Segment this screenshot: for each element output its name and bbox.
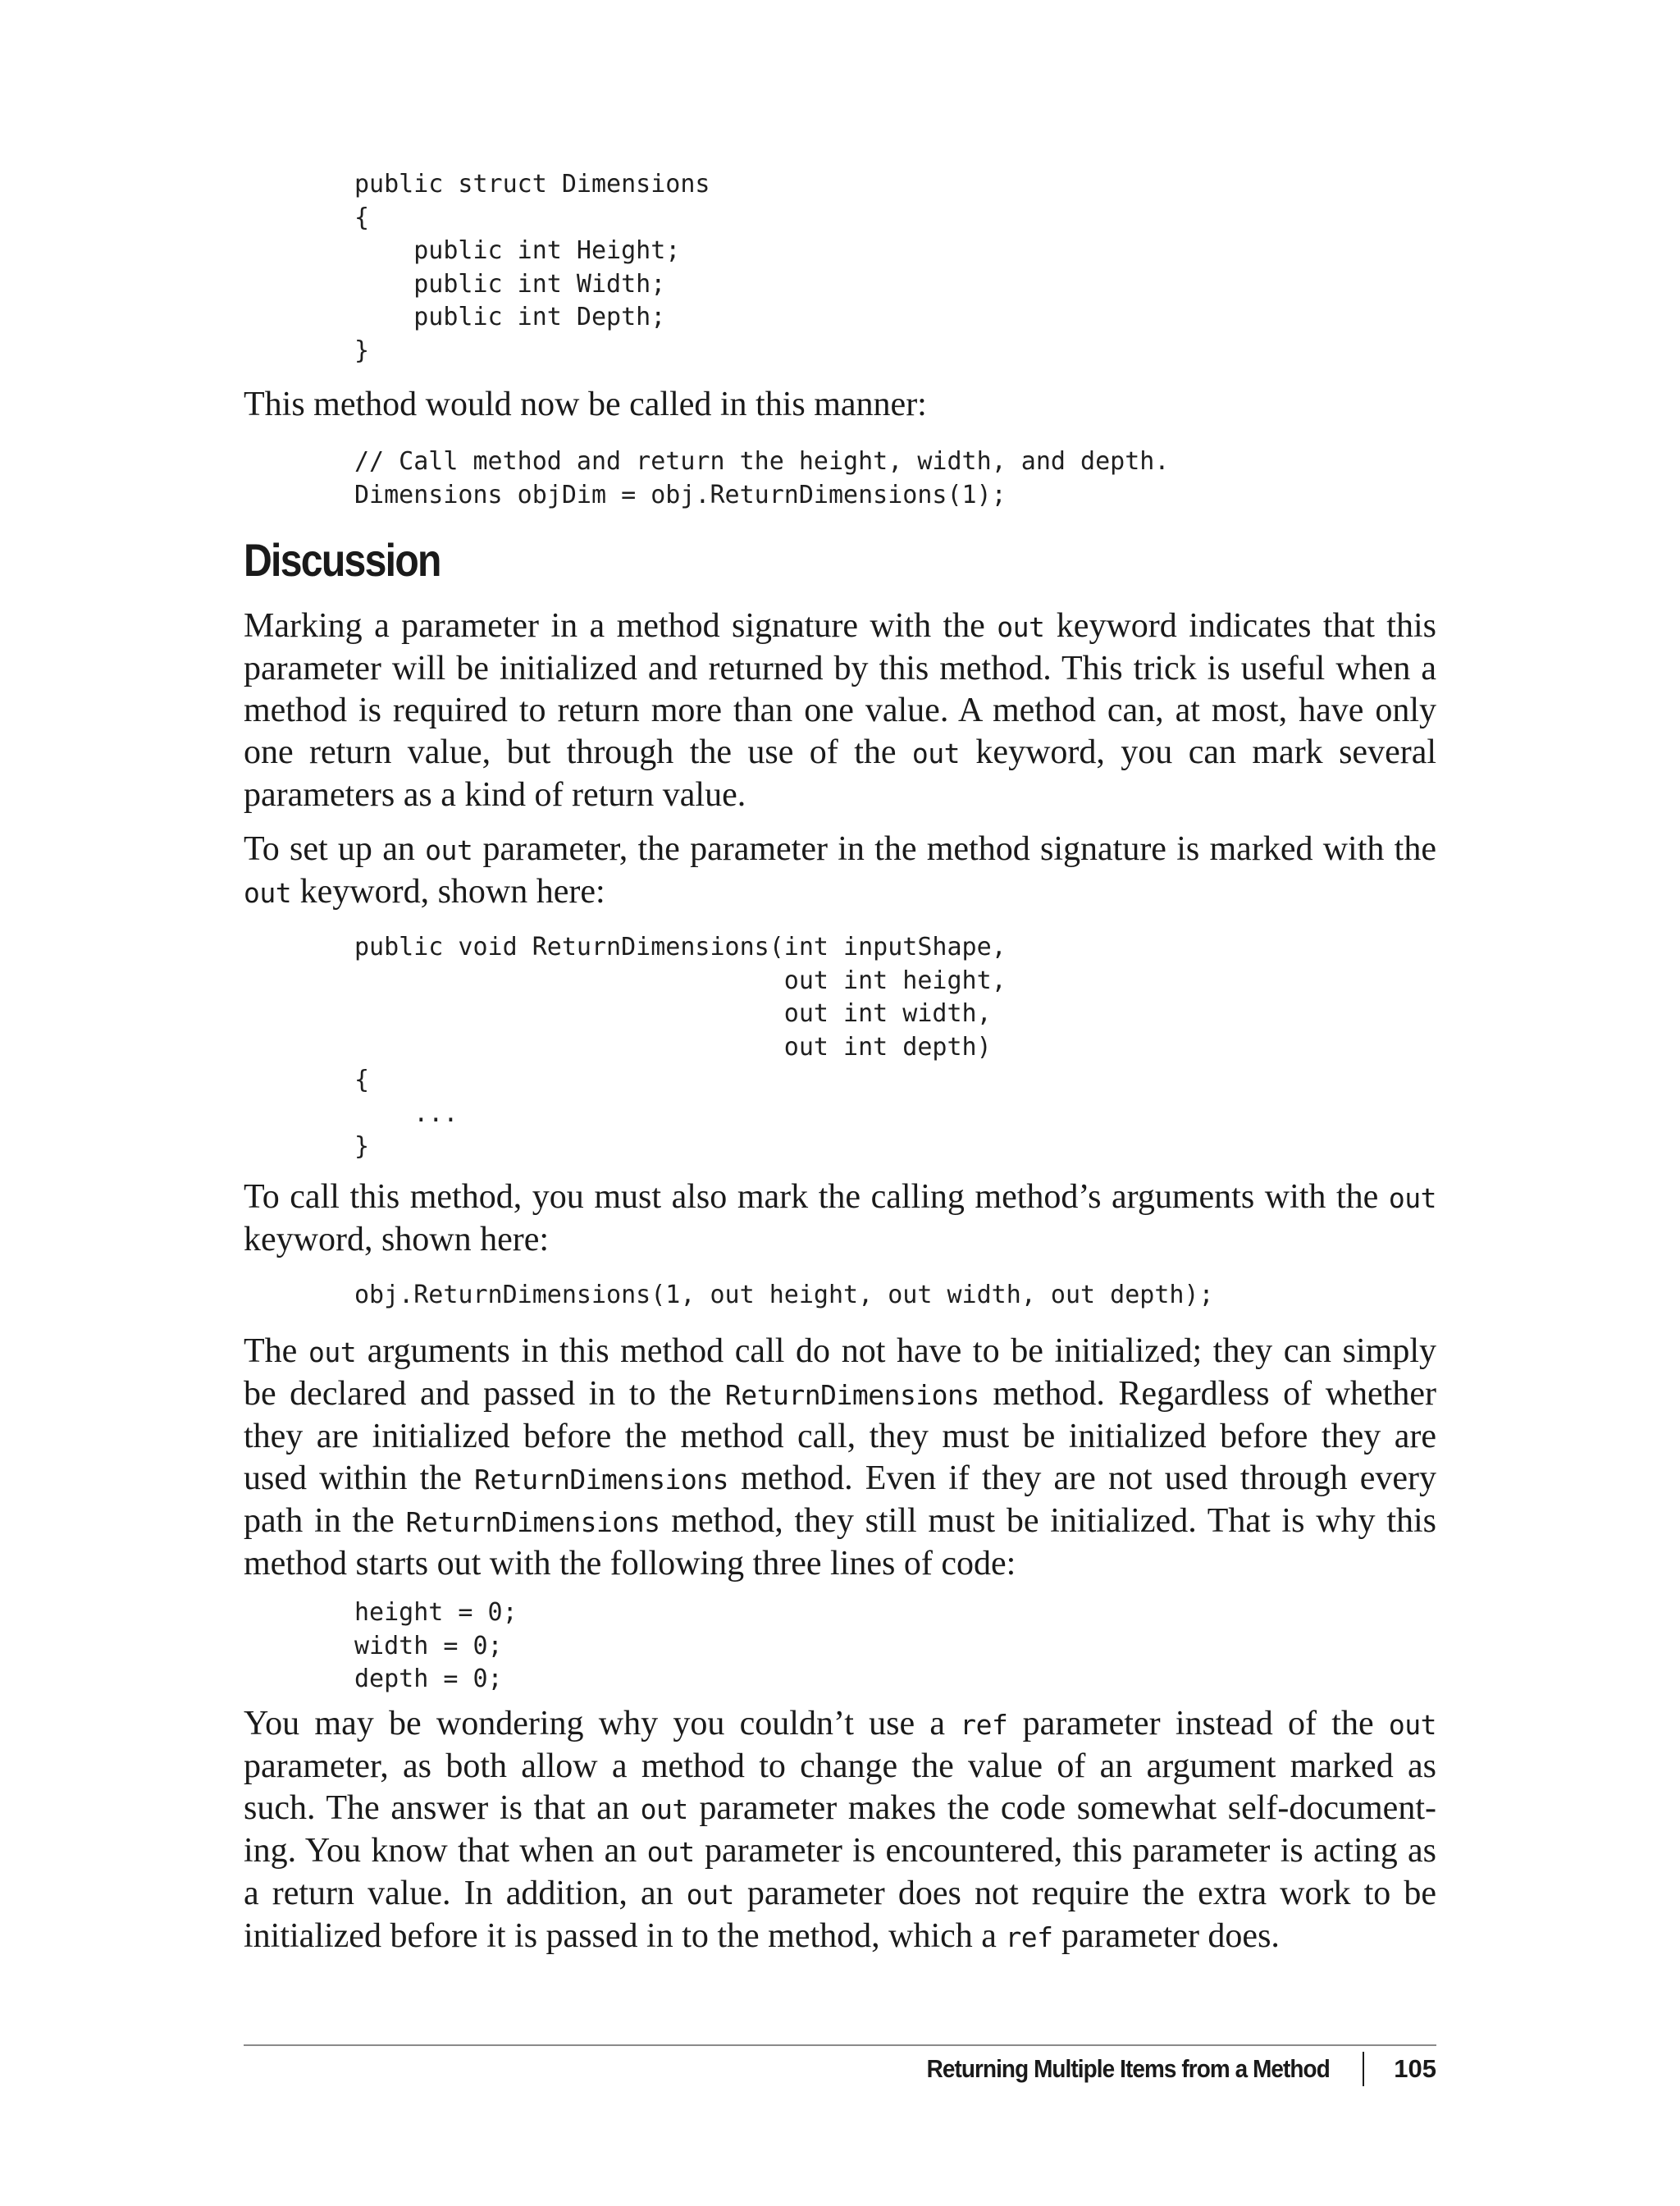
code-block-struct: public struct Dimensions { public int Height; public int Width; public int Depth; } [354, 170, 710, 365]
page-number: 105 [1394, 2054, 1436, 2083]
footer-separator [1363, 2052, 1364, 2086]
paragraph-ref-vs-out: You may be wondering why you couldn’t use a ref parameter instead of the out parameter, as both allow a method to change the value of an argument marked as such. The answer is that an out parameter makes the code somewhat self-documenting. You know that when an out parameter is encountered, this parameter is acting as a return value. In addition, an out parameter does not require the extra work to be initialized before it is passed in to the method, which a ref parameter does. [244, 1705, 1437, 1955]
paragraph-out-keyword: Marking a parameter in a method signature with the out keyword indicates that this parameter will be initialized and returned by this method. This trick is useful when a method is required to return more than one value. A method can, at most, have only one return value, but through the use of the out keyword, you can mark several parameters as a kind of return value. [244, 607, 1437, 814]
section-heading-discussion: Discussion [244, 534, 441, 586]
footer-rule [244, 2044, 1436, 2046]
paragraph-setup-out: To set up an out parameter, the parameter in the method signature is marked with the out keyword, shown here: [244, 830, 1436, 911]
paragraph-called: This method would now be called in this manner: [244, 386, 927, 423]
code-block-call: // Call method and return the height, width, and depth. Dimensions objDim = obj.ReturnDimensions(1); [354, 447, 1170, 509]
code-block-init: height = 0; width = 0; depth = 0; [354, 1598, 518, 1693]
paragraph-out-arguments: The out arguments in this method call do not have to be initialized; they can simply be declared and passed in to the ReturnDimensions method. Regardless of whether they are initialized before the method call, they must be initialized before they are used within the ReturnDimensions method. Even if they are not used through every path in the ReturnDimensions method, they still must be initialized. That is why this method starts out with the following three lines of code: [244, 1332, 1437, 1583]
code-block-signature: public void ReturnDimensions(int inputShape, out int height, out int width, out int depth) { ... } [354, 933, 1007, 1161]
running-footer-title: Returning Multiple Items from a Method [927, 2054, 1331, 2083]
code-block-invoke: obj.ReturnDimensions(1, out height, out width, out depth); [354, 1281, 1214, 1309]
page-footer [882, 2048, 1436, 2090]
paragraph-call-method: To call this method, you must also mark the calling method’s arguments with the out keyword, shown here: [244, 1178, 1436, 1258]
